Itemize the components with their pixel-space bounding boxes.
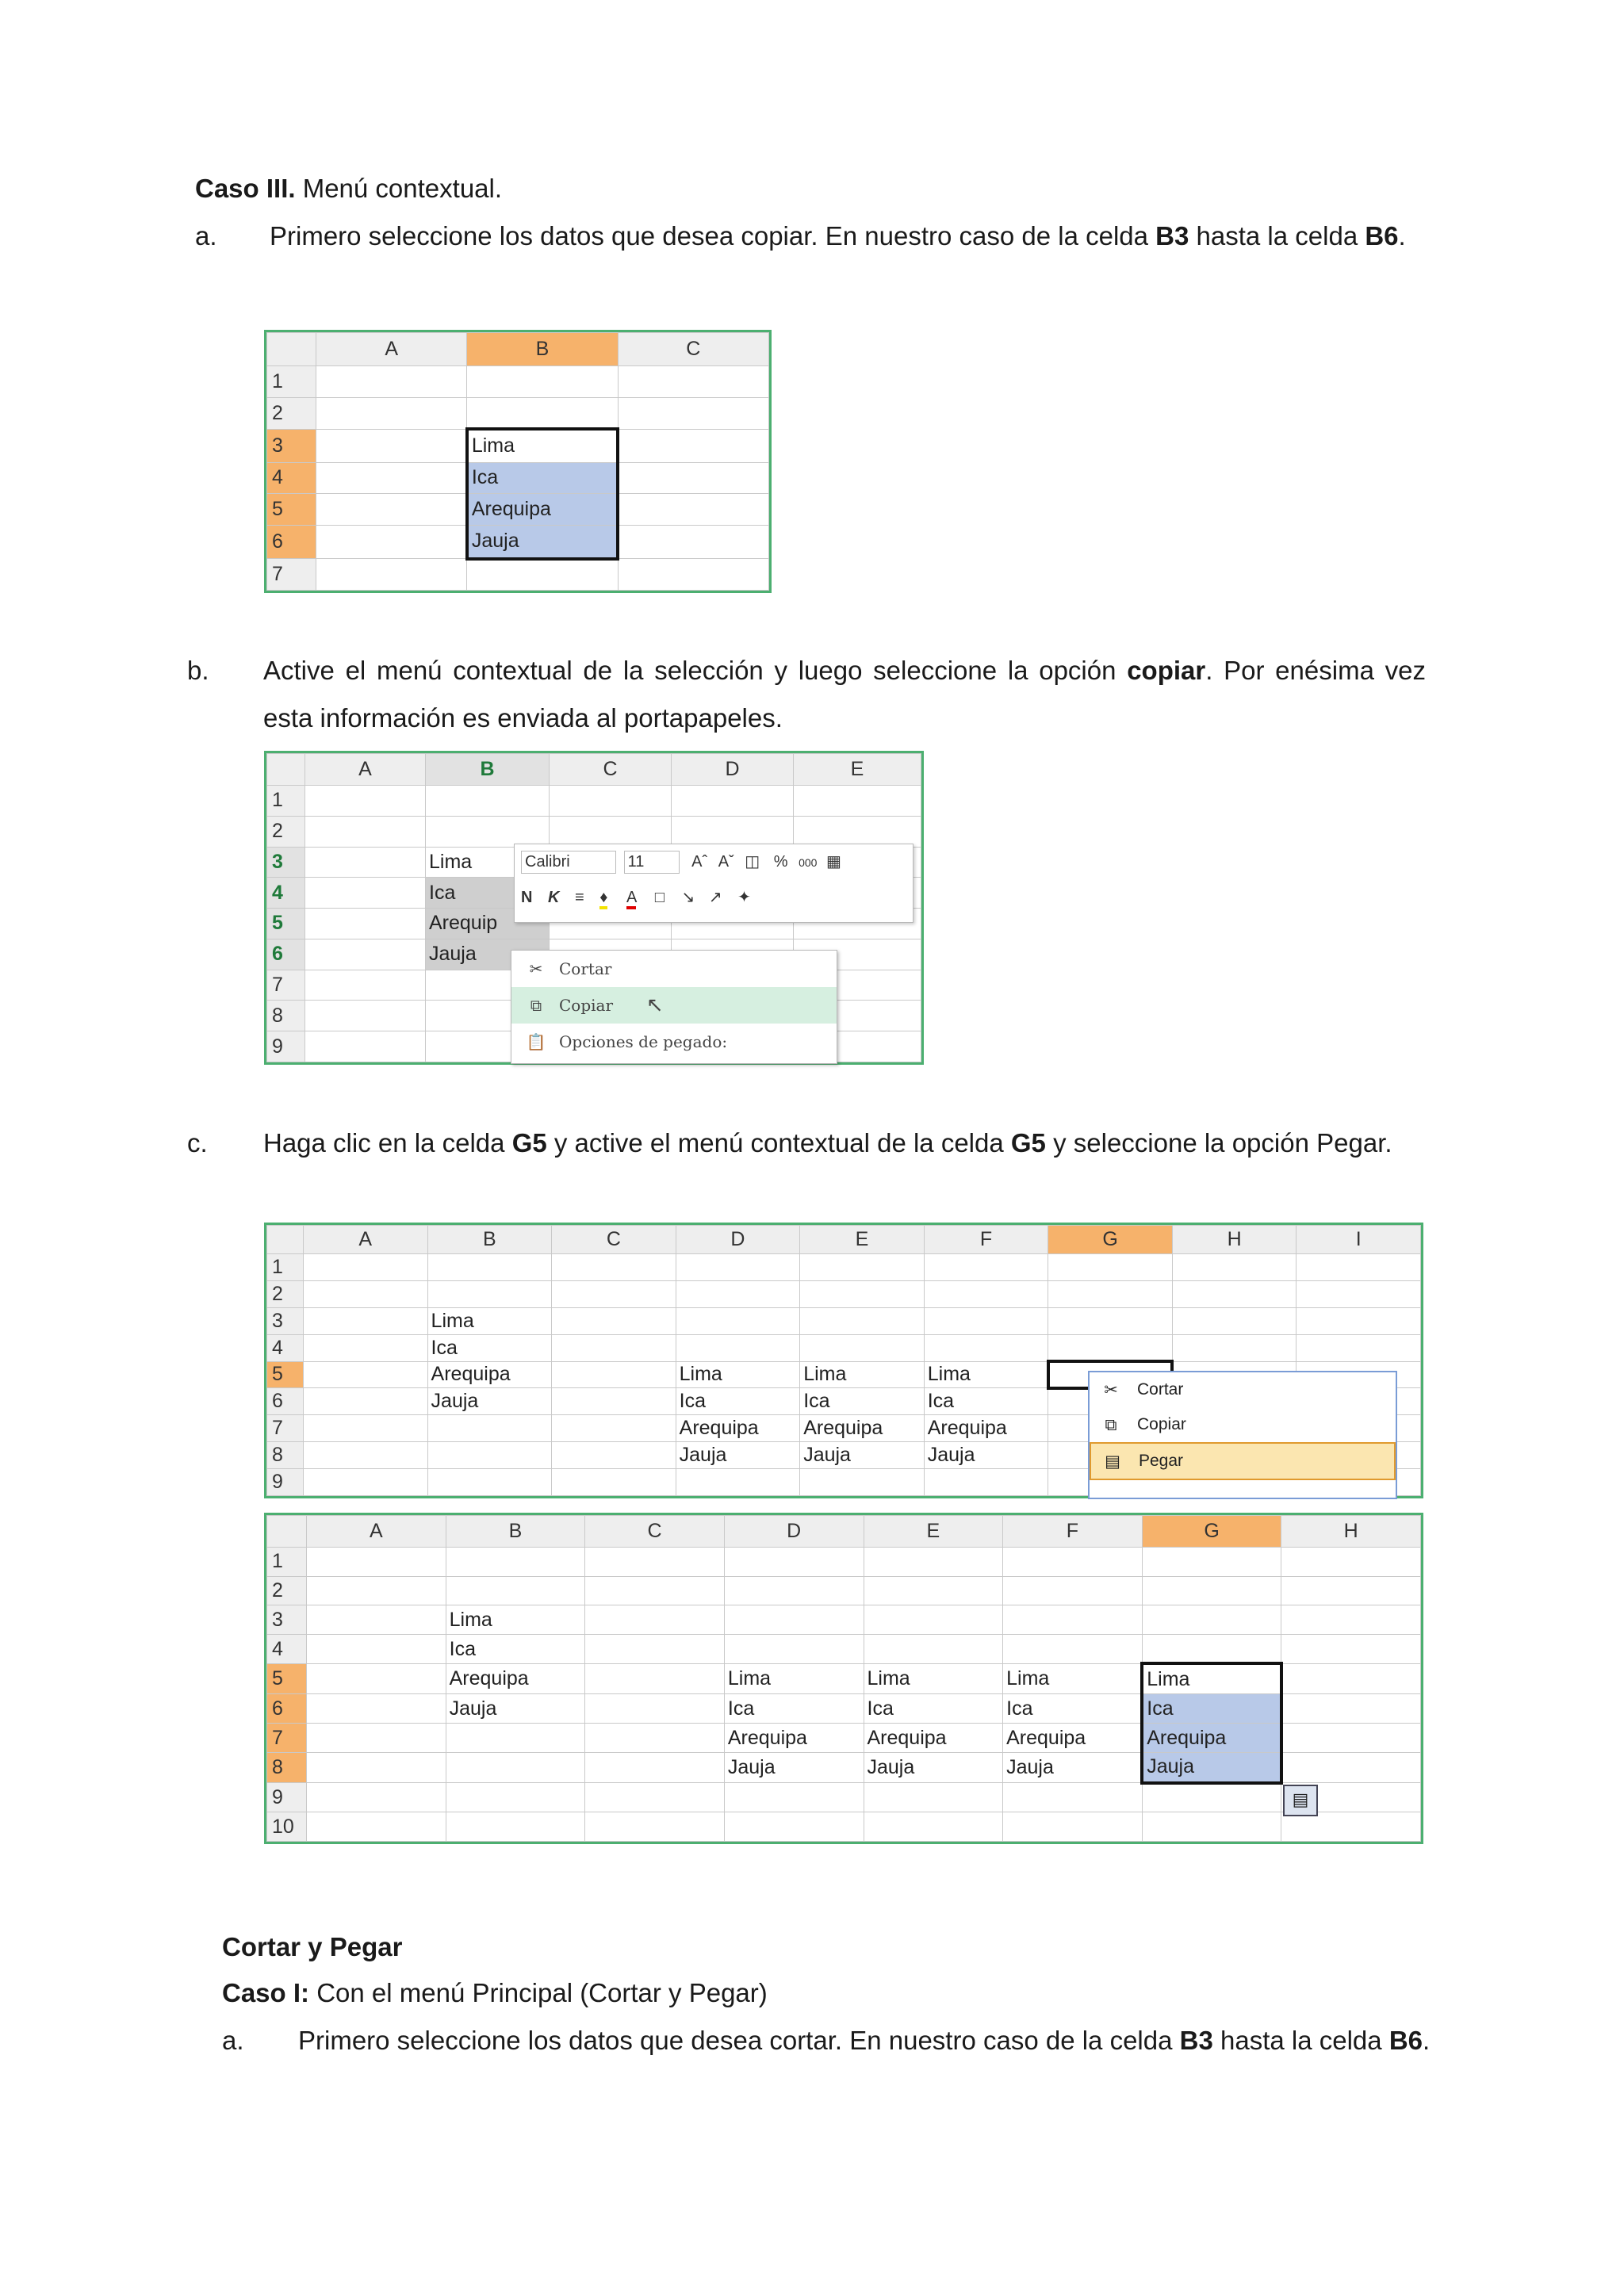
cell: Jauja — [1003, 1752, 1143, 1783]
cell-b5: Arequip — [426, 909, 550, 939]
cell: Jauja — [800, 1442, 925, 1469]
col-header: C — [550, 754, 672, 786]
cell: Arequipa — [1003, 1724, 1143, 1753]
col-header: I — [1297, 1226, 1421, 1254]
font-color-icon[interactable]: A — [626, 889, 636, 909]
cell: Lima — [1003, 1663, 1143, 1694]
cell: Jauja — [724, 1752, 864, 1783]
cell: Arequipa — [676, 1415, 800, 1442]
row-header: 8 — [267, 1442, 304, 1469]
row-header: 6 — [267, 526, 316, 559]
mouse-cursor-icon: ↖ — [646, 993, 664, 1017]
row-header: 4 — [267, 462, 316, 494]
cell: Jauja — [446, 1694, 585, 1724]
fill-color-icon[interactable]: ♦ — [599, 889, 607, 909]
menu-item-cut[interactable]: ✂ Cortar — [511, 951, 837, 987]
cell: Ica — [864, 1694, 1003, 1724]
row-header: 1 — [267, 366, 316, 398]
menu-item-copy[interactable]: ⧉ Copiar — [1090, 1407, 1396, 1442]
align-icon[interactable]: ≡ — [575, 889, 584, 906]
row-header: 4 — [267, 1635, 307, 1664]
cell: Ica — [1003, 1694, 1143, 1724]
thousands-icon[interactable]: 000 — [799, 856, 818, 869]
context-menu — [511, 950, 837, 1064]
cell: Jauja — [676, 1442, 800, 1469]
cell-b3: Lima — [467, 429, 618, 462]
cell: Lima — [864, 1663, 1003, 1694]
cell: Lima — [676, 1361, 800, 1388]
row-header: 7 — [267, 970, 305, 1001]
row-header: 1 — [267, 1548, 307, 1577]
row-header: 2 — [267, 816, 305, 847]
row-header: 7 — [267, 1724, 307, 1753]
row-header: 1 — [267, 786, 305, 817]
row-header: 3 — [267, 1307, 304, 1334]
row-header: 7 — [267, 559, 316, 591]
copy-icon: ⧉ — [530, 996, 542, 1015]
cell: Jauja — [924, 1442, 1048, 1469]
row-header: 2 — [267, 1576, 307, 1605]
context-menu — [1088, 1371, 1397, 1499]
cell-b4: Ica — [467, 462, 618, 494]
step-a-marker: a. — [195, 221, 217, 251]
cell-g5: Lima — [1142, 1663, 1281, 1694]
cell: Arequipa — [427, 1361, 552, 1388]
cell-b5: Arequipa — [467, 494, 618, 526]
row-header: 9 — [267, 1469, 304, 1496]
col-header: H — [1281, 1516, 1421, 1548]
row-header: 6 — [267, 1694, 307, 1724]
borders-icon[interactable]: □ — [654, 889, 665, 906]
row-header: 5 — [267, 1663, 307, 1694]
cell: Lima — [446, 1605, 585, 1635]
col-header: D — [676, 1226, 800, 1254]
col-header: A — [316, 333, 467, 366]
section-heading: Cortar y Pegar — [222, 1932, 403, 1961]
italic-icon[interactable]: K — [548, 889, 560, 906]
step-b-marker: b. — [187, 656, 209, 685]
menu-item-paste[interactable]: ▤ Pegar — [1090, 1442, 1396, 1480]
cell-b3: Lima — [426, 847, 550, 878]
paste-options-icon[interactable]: ▤ — [1283, 1785, 1318, 1816]
col-header: B — [446, 1516, 585, 1548]
col-header: B — [426, 754, 550, 786]
brush-icon[interactable]: ✦ — [737, 889, 751, 906]
row-header: 3 — [267, 1605, 307, 1635]
row-header: 5 — [267, 494, 316, 526]
row-header: 6 — [267, 1388, 304, 1415]
col-header: F — [924, 1226, 1048, 1254]
col-header: E — [794, 754, 921, 786]
bold-icon[interactable]: N — [521, 889, 533, 906]
scissors-icon: ✂ — [1104, 1380, 1118, 1399]
cell: Lima — [724, 1663, 864, 1694]
col-header: C — [552, 1226, 676, 1254]
figure-paste-result — [264, 1513, 1423, 1844]
cell: Arequipa — [864, 1724, 1003, 1753]
accounting-format-icon[interactable]: ◫ — [745, 853, 760, 871]
row-header: 2 — [267, 397, 316, 429]
row-header: 8 — [267, 1752, 307, 1783]
shrink-font-icon[interactable]: Aˇ — [718, 853, 734, 871]
menu-item-paste-options[interactable]: 📋 Opciones de pegado: — [511, 1024, 837, 1060]
row-header: 6 — [267, 939, 305, 970]
col-header: E — [864, 1516, 1003, 1548]
col-header: C — [618, 333, 768, 366]
row-header: 3 — [267, 847, 305, 878]
font-name-box[interactable]: Calibri — [521, 851, 616, 874]
row-header: 2 — [267, 1280, 304, 1307]
font-size-box[interactable]: 11 — [624, 851, 680, 874]
col-header: B — [427, 1226, 552, 1254]
row-header: 5 — [267, 909, 305, 939]
cell: Lima — [800, 1361, 925, 1388]
col-header: B — [467, 333, 618, 366]
cell: Ica — [427, 1334, 552, 1361]
row-header: 10 — [267, 1812, 307, 1842]
percent-icon[interactable]: % — [773, 853, 788, 871]
decimal-decrease-icon[interactable]: ↗ — [708, 889, 722, 906]
row-header: 7 — [267, 1415, 304, 1442]
col-header: E — [800, 1226, 925, 1254]
row-header: 9 — [267, 1783, 307, 1812]
col-header: G — [1048, 1226, 1173, 1254]
copy-icon: ⧉ — [1105, 1415, 1117, 1434]
cell: Arequipa — [724, 1724, 864, 1753]
figure-context-menu-copy — [264, 751, 924, 1065]
grow-font-icon[interactable]: Aˆ — [691, 853, 708, 871]
cell: Arequipa — [800, 1415, 925, 1442]
cell: Jauja — [427, 1388, 552, 1415]
cell-g7: Arequipa — [1142, 1724, 1281, 1753]
cell: Lima — [924, 1361, 1048, 1388]
row-header: 5 — [267, 1361, 304, 1388]
cell-b6: Jauja — [467, 526, 618, 559]
step-b-text: Active el menú contextual de la selección y luego seleccione la opción copiar. Por enésima vez esta información es enviada al portapapeles. — [263, 656, 1426, 733]
menu-item-copy[interactable]: ⧉ Copiar ↖ — [511, 987, 837, 1024]
format-painter-icon[interactable]: ▦ — [826, 853, 841, 871]
col-header: D — [672, 754, 794, 786]
cell-g8: Jauja — [1142, 1752, 1281, 1783]
cortar-step-a-marker: a. — [222, 2026, 244, 2055]
mini-toolbar — [514, 844, 914, 923]
cell: Ica — [446, 1635, 585, 1664]
col-header: G — [1142, 1516, 1281, 1548]
row-header: 1 — [267, 1254, 304, 1281]
col-header: F — [1003, 1516, 1143, 1548]
cell-g6: Ica — [1142, 1694, 1281, 1724]
cell: Arequipa — [446, 1663, 585, 1694]
cell-b4: Ica — [426, 878, 550, 909]
col-header: H — [1172, 1226, 1297, 1254]
col-header: D — [724, 1516, 864, 1548]
row-header: 4 — [267, 878, 305, 909]
cell: Ica — [676, 1388, 800, 1415]
figure-paste-menu — [264, 1223, 1423, 1498]
cell: Ica — [800, 1388, 925, 1415]
cell: Ica — [924, 1388, 1048, 1415]
row-header: 3 — [267, 429, 316, 462]
cell: Arequipa — [924, 1415, 1048, 1442]
step-c-marker: c. — [187, 1128, 208, 1158]
row-header: 9 — [267, 1031, 305, 1062]
row-header: 8 — [267, 1001, 305, 1031]
cell-b6: Jauja — [426, 939, 550, 970]
menu-item-cut[interactable]: ✂ Cortar — [1090, 1372, 1396, 1407]
cortar-step-a-text: Primero seleccione los datos que desea cortar. En nuestro caso de la celda B3 hasta la celda B6. — [298, 2026, 1431, 2055]
paste-icon: 📋 — [526, 1032, 546, 1051]
caso3-title: Caso III. Menú contextual. — [195, 174, 503, 203]
paste-icon: ▤ — [1105, 1452, 1120, 1471]
col-header: A — [304, 1226, 428, 1254]
col-header: C — [585, 1516, 725, 1548]
cell: Ica — [724, 1694, 864, 1724]
col-header: A — [307, 1516, 446, 1548]
row-header: 4 — [267, 1334, 304, 1361]
col-header: A — [305, 754, 426, 786]
step-a-text: Primero seleccione los datos que desea copiar. En nuestro caso de la celda B3 hasta la celda B6. — [270, 221, 1406, 251]
scissors-icon: ✂ — [529, 959, 543, 978]
cell: Jauja — [864, 1752, 1003, 1783]
decimal-increase-icon[interactable]: ↘ — [681, 889, 695, 906]
figure-selection-b3-b6 — [264, 330, 772, 593]
step-c-text: Haga clic en la celda G5 y active el menú contextual de la celda G5 y seleccione la opción Pegar. — [263, 1128, 1392, 1158]
caso1-title: Caso I: Con el menú Principal (Cortar y Pegar) — [222, 1978, 768, 2007]
cell: Lima — [427, 1307, 552, 1334]
